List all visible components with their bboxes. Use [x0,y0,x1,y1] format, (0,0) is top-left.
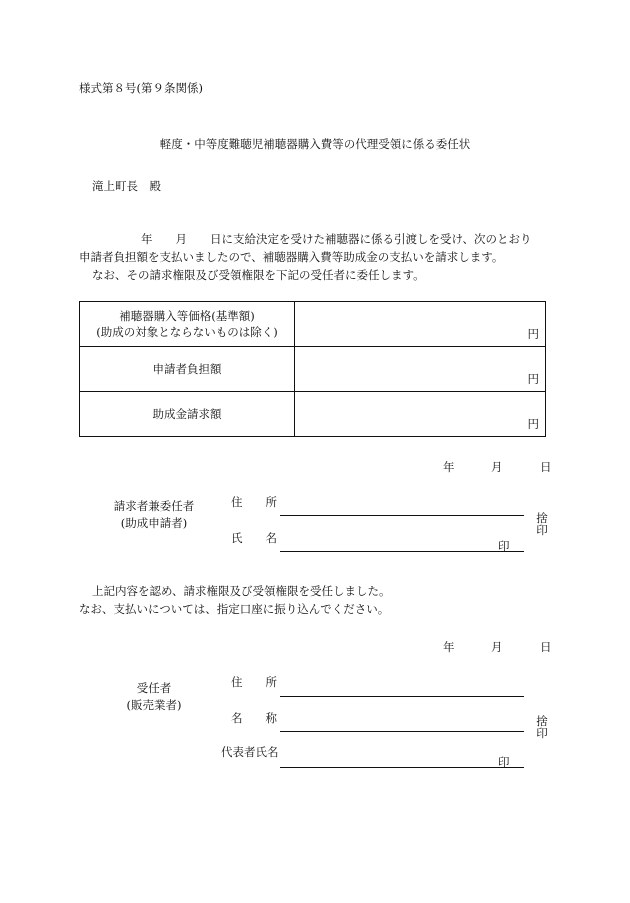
purchase-price-field[interactable] [295,302,546,347]
table-row [80,347,546,392]
form-number: 様式第８号(第９条関係) [79,81,203,95]
acceptance-line-1: 上記内容を認め、請求権限及び受領権限を受任しました。 [92,584,391,598]
table-label-cell [80,302,295,347]
agent-representative-line[interactable] [280,767,524,768]
yen-unit: 円 [527,372,539,386]
acceptance-line-2: なお、支払いについては、指定口座に振り込んでください。 [79,602,390,616]
date-year-label: 年 [443,460,455,474]
addressee: 滝上町長 殿 [92,179,161,193]
requester-seal-mark: 印 [498,539,510,553]
date-day-label: 日 [540,460,552,474]
subsidy-request-label: 助成金請求額 [152,407,222,421]
date-year-label: 年 [443,640,455,654]
table-label-cell [80,392,295,437]
requester-sutein-mark: 捨印 [536,511,548,537]
agent-role: 受任者 [136,681,172,695]
body-line-1: 年 月 日に支給決定を受けた補聴器に係る引渡しを受け、次のとおり [141,232,532,246]
date-day-label: 日 [540,640,552,654]
requester-role-note: (助成申請者) [120,516,188,530]
agent-role-note: (販売業者) [126,698,182,712]
agent-seal-mark: 印 [498,755,510,769]
requester-role: 請求者兼委任者 [113,499,195,513]
requester-address-label: 住 所 [231,495,277,509]
agent-company-line[interactable] [280,731,524,732]
yen-unit: 円 [527,327,539,341]
date-month-label: 月 [491,460,503,474]
amounts-table [79,301,546,437]
agent-sutein-mark: 捨印 [536,714,548,740]
applicant-burden-label: 申請者負担額 [152,362,222,376]
subsidy-request-field[interactable] [295,392,546,437]
document-title: 軽度・中等度難聴児補聴器購入費等の代理受領に係る委任状 [159,137,471,151]
requester-address-line[interactable] [280,515,524,516]
purchase-price-label: 補聴器購入等価格(基準額) [119,309,255,323]
applicant-burden-field[interactable] [295,347,546,392]
body-line-3: なお、その請求権限及び受領権限を下記の受任者に委任します。 [92,268,425,282]
agent-company-label: 名 称 [231,711,277,725]
table-row [80,302,546,347]
yen-unit: 円 [527,417,539,431]
agent-address-label: 住 所 [231,675,277,689]
body-line-2: 申請者負担額を支払いましたので、補聴器購入費等助成金の支払いを請求します。 [79,250,504,264]
agent-address-line[interactable] [280,696,524,697]
requester-name-label: 氏 名 [231,531,277,545]
purchase-price-note: (助成の対象とならないものは除く) [96,325,278,339]
table-label-cell [80,347,295,392]
agent-representative-label: 代表者氏名 [221,745,279,759]
requester-name-line[interactable] [280,551,524,552]
table-row [80,392,546,437]
date-month-label: 月 [491,640,503,654]
